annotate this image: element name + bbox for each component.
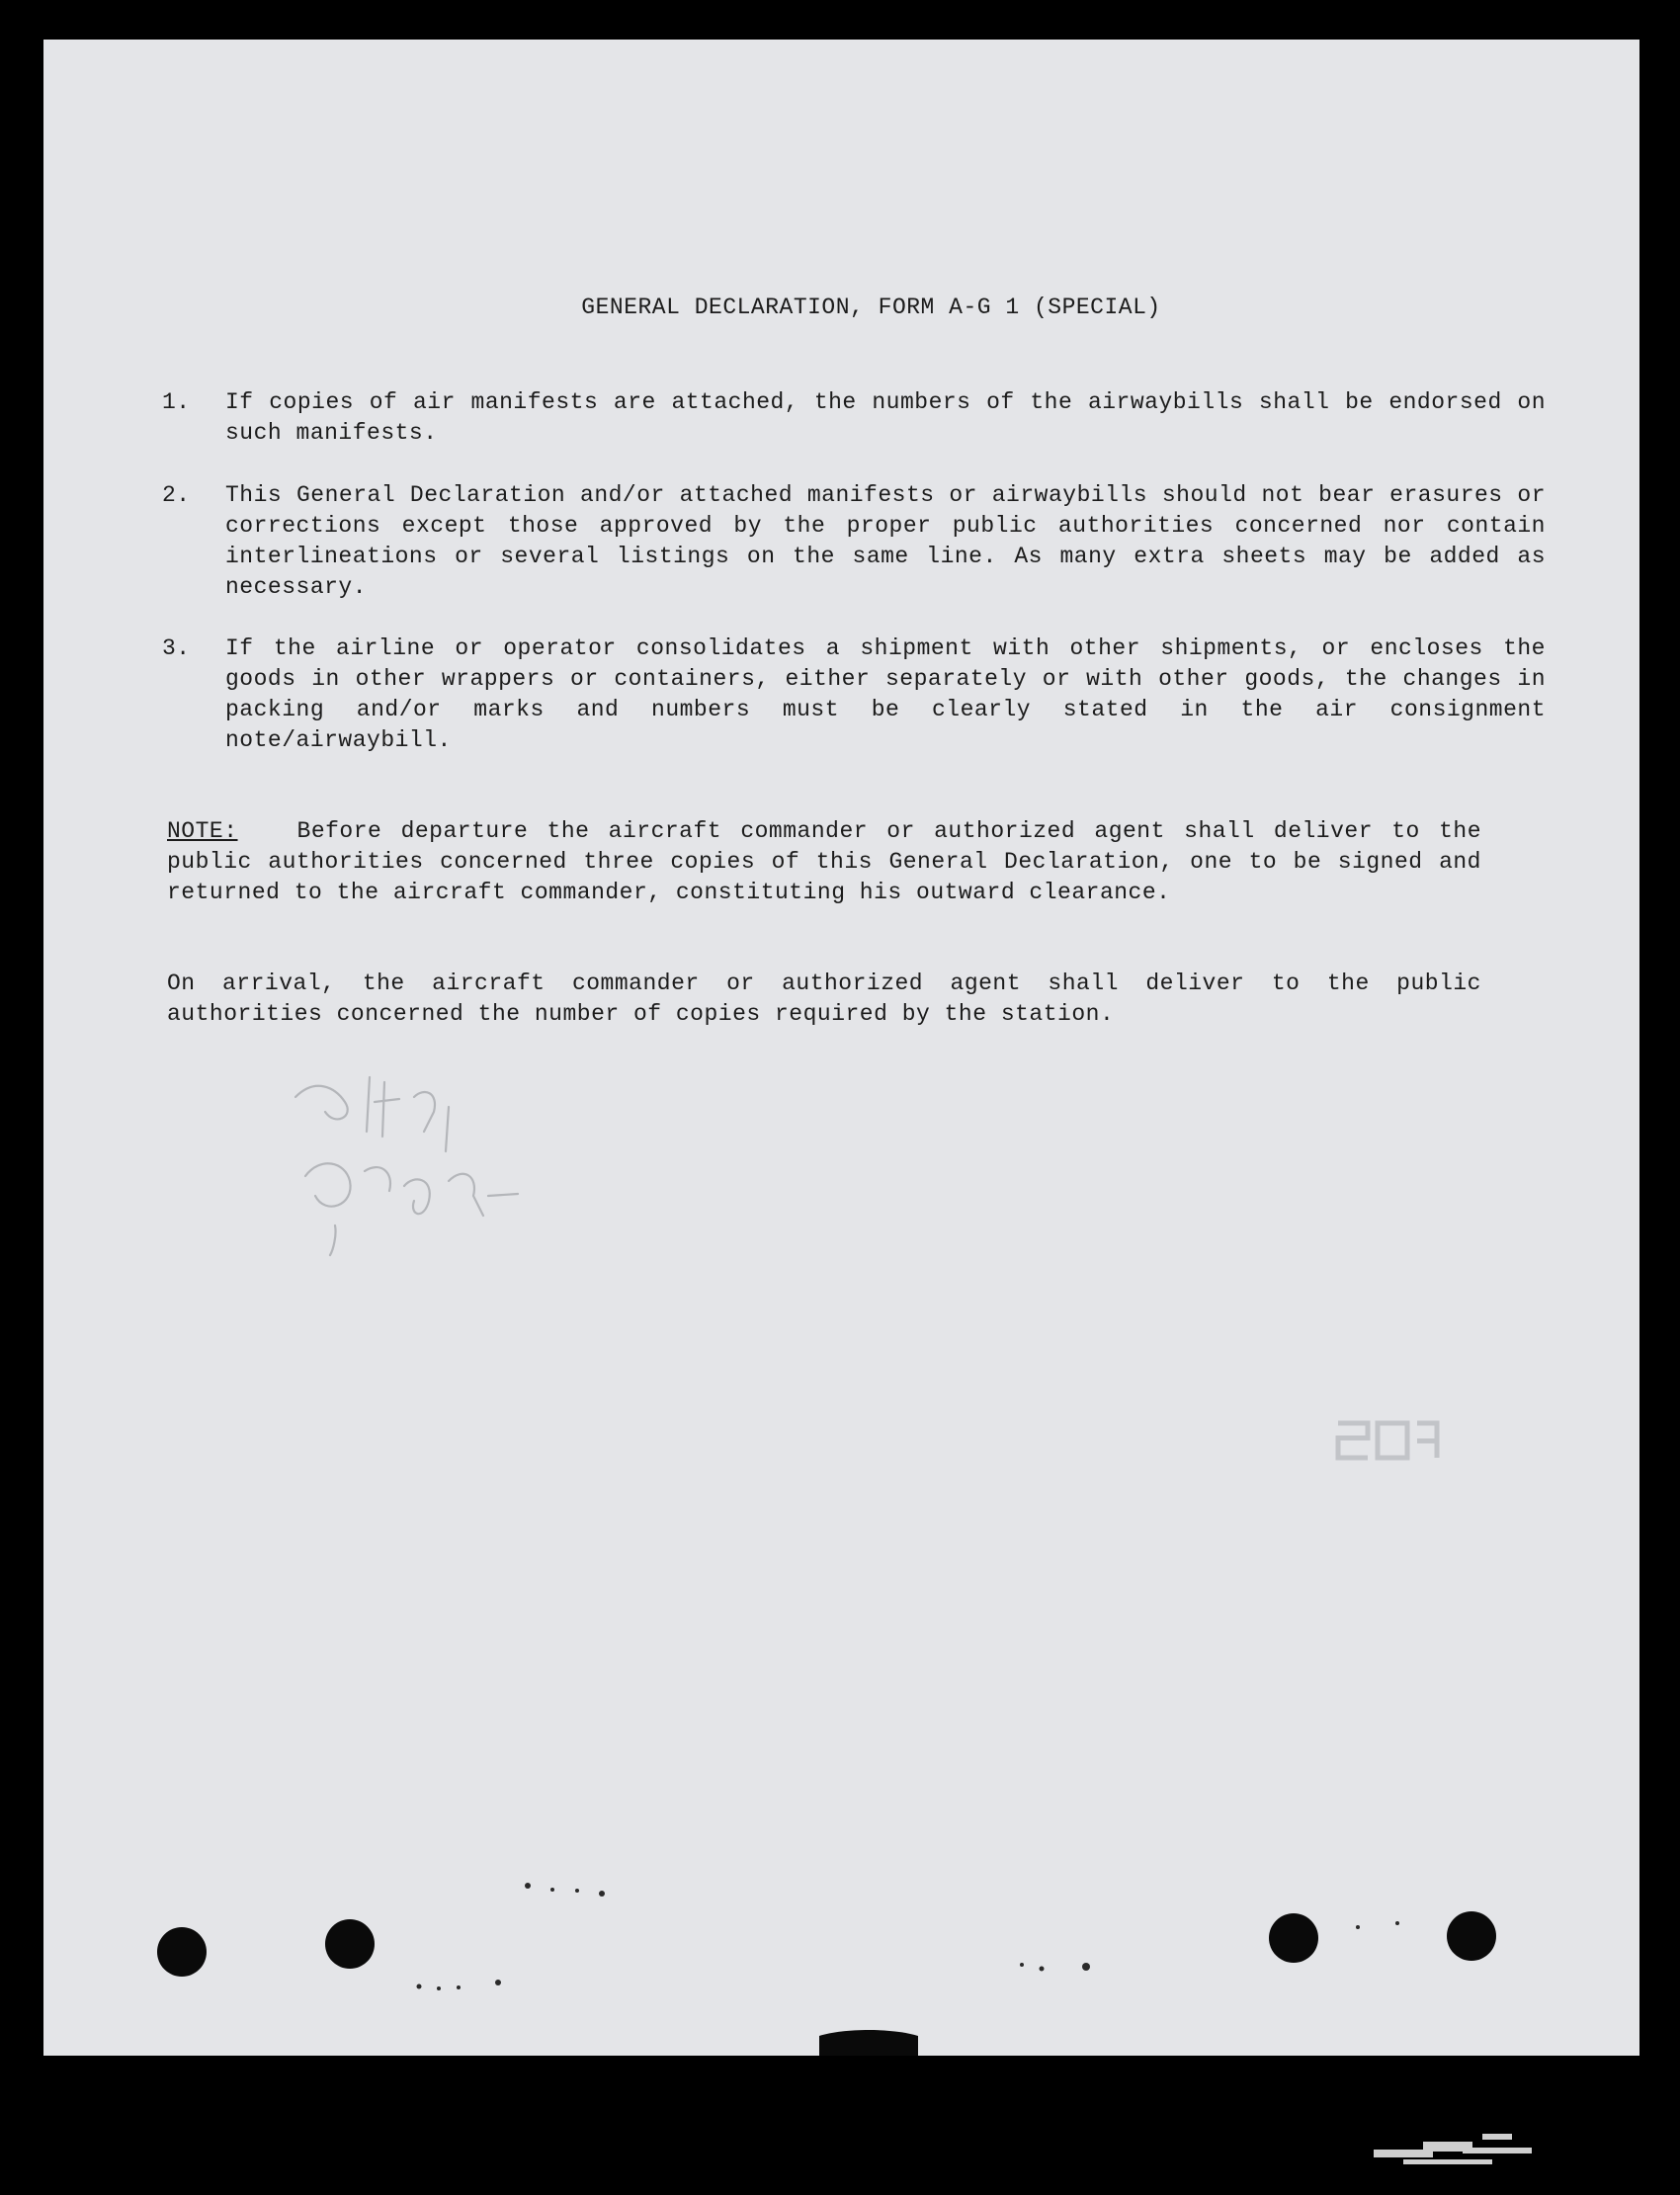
scan-specks bbox=[43, 40, 1639, 2056]
instruction-item-1 bbox=[162, 387, 1546, 449]
item-number: 3. bbox=[162, 635, 191, 661]
item-text: If copies of air manifests are attached, the numbers of the airwaybills shall be endorsed on such manifests. bbox=[225, 389, 1546, 446]
item-number: 1. bbox=[162, 389, 191, 415]
instruction-item-2 bbox=[162, 480, 1546, 603]
punch-hole bbox=[1447, 1911, 1496, 1961]
instruction-item-3 bbox=[162, 633, 1546, 756]
punch-hole bbox=[325, 1919, 375, 1969]
note-text: Before departure the aircraft commander or authorized agent shall deliver to the public authorities concerned three copies of this General Declaration, one to be signed and returned to the aircraft commander, constituting his outward clearance. bbox=[167, 818, 1481, 905]
note-label: NOTE: bbox=[167, 818, 238, 844]
faint-reversed-stamp bbox=[1328, 1403, 1447, 1473]
paper-sheet bbox=[43, 40, 1639, 2056]
scan-edge-noise bbox=[1364, 2120, 1561, 2179]
item-text: If the airline or operator consolidates a shipment with other shipments, or encloses the goods in other wrappers or containers, either separately or with other goods, the changes in packing and/or marks and numbers must be clearly stated in the air consignment note/airwaybill. bbox=[225, 635, 1546, 753]
note-paragraph bbox=[167, 816, 1481, 908]
document-title: GENERAL DECLARATION, FORM A-G 1 (SPECIAL) bbox=[581, 295, 1161, 320]
item-number: 2. bbox=[162, 482, 191, 508]
item-text: This General Declaration and/or attached manifests or airwaybills should not bear erasures or corrections except those approved by the proper public authorities concerned nor contain interlineations or several listings on the same line. As many extra sheets may be added as necessary. bbox=[225, 482, 1546, 600]
punch-hole bbox=[1269, 1913, 1318, 1963]
faint-handwriting bbox=[276, 1057, 602, 1285]
punch-hole bbox=[157, 1927, 207, 1977]
arrival-paragraph: On arrival, the aircraft commander or authorized agent shall deliver to the public authorities concerned the number of copies required by the station. bbox=[167, 971, 1481, 1027]
